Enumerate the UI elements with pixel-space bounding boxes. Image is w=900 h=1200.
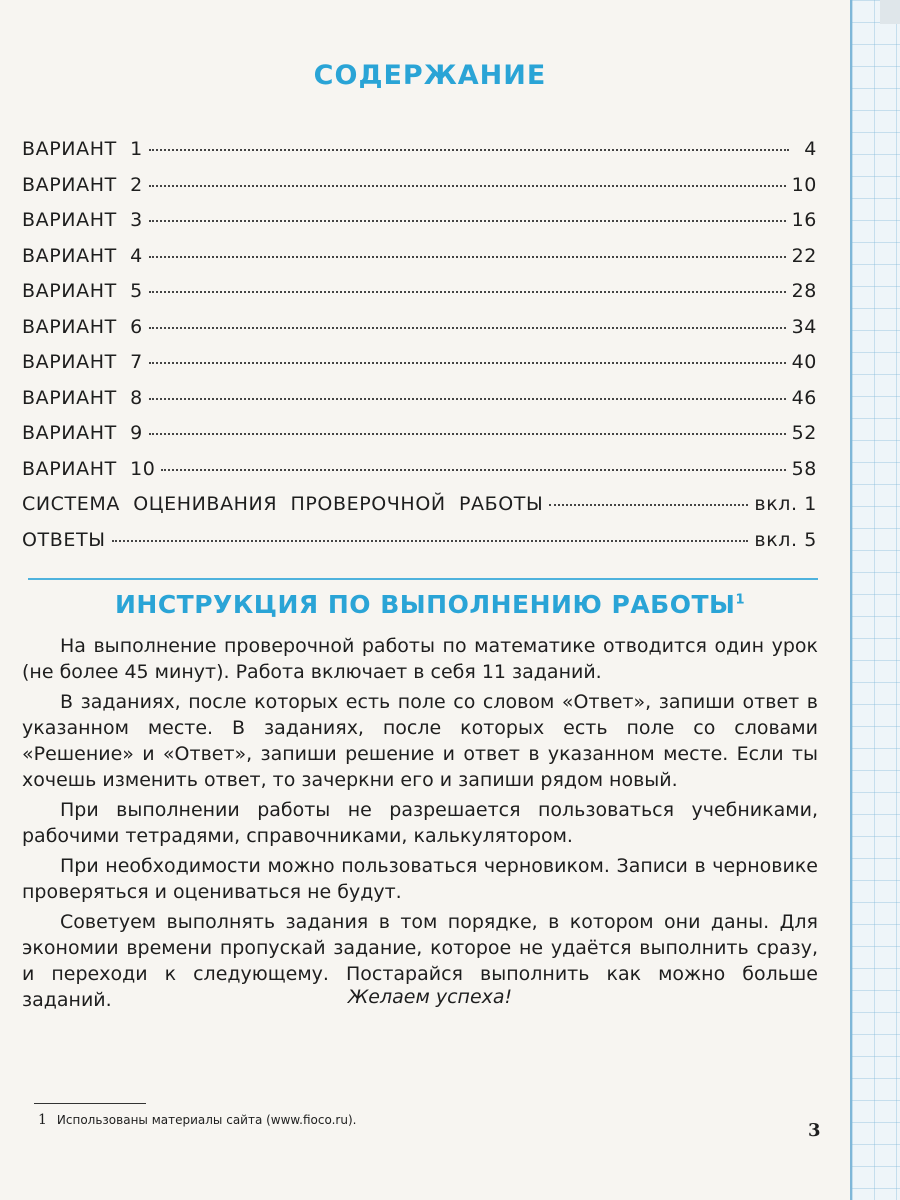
instruction-paragraph: При необходимости можно пользоваться черновиком. Записи в черновике проверяться и оцениваться не будут. — [22, 855, 818, 903]
toc-dot-leader — [549, 504, 748, 506]
toc-item-label: ВАРИАНТ 2 — [22, 173, 143, 196]
toc-item — [22, 138, 817, 174]
toc-item-label: ОТВЕТЫ — [22, 528, 106, 551]
instruction-paragraph: Советуем выполнять задания в том порядке, в котором они даны. Для экономии времени пропускай задание, которое не удаётся выполнить сразу, и переходи к следующему. Постарайся выполнить как можно больше заданий. — [22, 911, 818, 1011]
toc-item — [22, 174, 817, 210]
toc-item — [22, 280, 817, 316]
toc-item-label: ВАРИАНТ 1 — [22, 138, 143, 160]
toc-item-page: 40 — [791, 351, 817, 373]
toc-item-label: ВАРИАНТ 7 — [22, 351, 143, 373]
toc-item-page: 52 — [791, 422, 817, 444]
toc-item-label: ВАРИАНТ 3 — [22, 209, 143, 231]
footnote-marker: 1 — [735, 592, 745, 608]
toc-dot-leader — [149, 256, 786, 258]
instructions-title — [0, 590, 860, 619]
toc-item-label: СИСТЕМА ОЦЕНИВАНИЯ ПРОВЕРОЧНОЙ РАБОТЫ — [22, 493, 544, 515]
toc-item — [22, 493, 817, 529]
section-divider — [28, 578, 818, 580]
toc-title: СОДЕРЖАНИЕ — [313, 60, 547, 91]
toc-item-label: ВАРИАНТ 5 — [22, 280, 143, 302]
toc-item — [22, 387, 817, 423]
toc-item — [22, 351, 817, 387]
toc-item-page: 46 — [791, 386, 817, 409]
footnote-number: 1 — [38, 1112, 47, 1128]
footnote — [38, 1112, 356, 1128]
toc-item-label: ВАРИАНТ 4 — [22, 244, 143, 267]
toc-item-page: вкл. 5 — [754, 528, 817, 551]
table-of-contents — [22, 138, 817, 564]
toc-dot-leader — [112, 540, 749, 542]
toc-dot-leader — [149, 220, 786, 222]
toc-item — [22, 209, 817, 245]
toc-item-label: ВАРИАНТ 10 — [22, 457, 156, 480]
toc-dot-leader — [149, 362, 786, 364]
toc-item-page: 16 — [791, 209, 817, 231]
toc-item-page: вкл. 1 — [754, 493, 817, 515]
instruction-paragraph: В заданиях, после которых есть поле со словом «Ответ», запиши ответ в указанном месте. В заданиях, после которых есть поле со словами «Решение» и «Ответ», запиши решение и ответ в указанном месте. Если ты хочешь изменить ответ, то зачеркни его и запиши рядом новый. — [22, 691, 818, 791]
toc-item-page: 28 — [791, 280, 817, 302]
instructions-title-text: ИНСТРУКЦИЯ ПО ВЫПОЛНЕНИЮ РАБОТЫ — [114, 590, 736, 619]
page-corner — [880, 0, 900, 24]
toc-item — [22, 245, 817, 281]
instruction-paragraph: При выполнении работы не разрешается пользоваться учебниками, рабочими тетрадями, справочниками, калькулятором. — [22, 799, 818, 847]
toc-dot-leader — [149, 185, 786, 187]
toc-item-page: 58 — [791, 457, 817, 480]
toc-dot-leader — [149, 398, 786, 400]
toc-item-page: 34 — [791, 315, 817, 338]
toc-item-label: ВАРИАНТ 8 — [22, 386, 143, 409]
toc-item-label: ВАРИАНТ 9 — [22, 422, 143, 444]
toc-dot-leader — [149, 149, 789, 151]
toc-item-page: 4 — [804, 138, 817, 160]
toc-dot-leader — [149, 433, 786, 435]
toc-item-page: 10 — [791, 173, 817, 196]
toc-item-page: 22 — [791, 244, 817, 267]
toc-item — [22, 458, 817, 494]
toc-item — [22, 316, 817, 352]
toc-dot-leader — [149, 291, 786, 293]
toc-item-label: ВАРИАНТ 6 — [22, 315, 143, 338]
page-number: 3 — [808, 1120, 821, 1141]
footnote-text: Использованы материалы сайта (www.fioco.ru). — [56, 1113, 357, 1127]
footnote-rule — [34, 1103, 146, 1104]
good-luck-wish: Желаем успеха! — [347, 986, 513, 1008]
toc-item — [22, 422, 817, 458]
instruction-paragraph: На выполнение проверочной работы по математике отводится один урок (не более 45 минут). Работа включает в себя 11 заданий. — [22, 635, 818, 683]
toc-dot-leader — [161, 469, 785, 471]
instructions-body — [22, 633, 818, 1017]
toc-dot-leader — [149, 327, 786, 329]
toc-item — [22, 529, 817, 565]
